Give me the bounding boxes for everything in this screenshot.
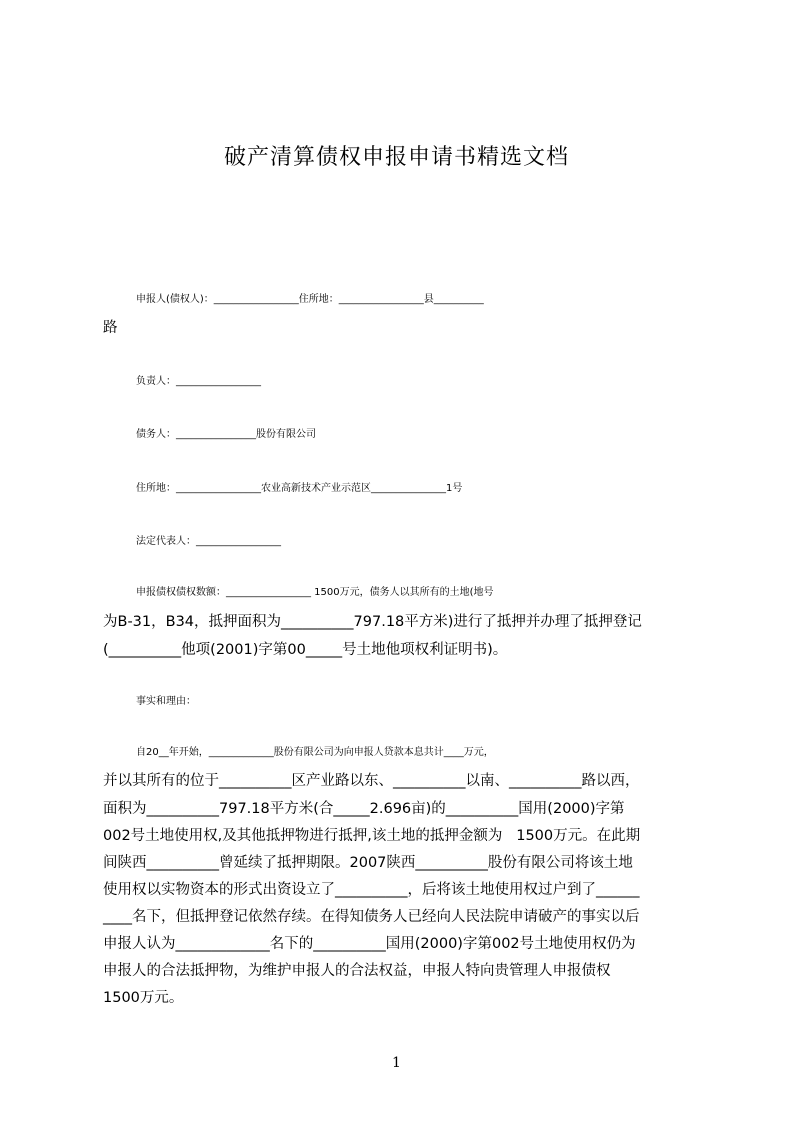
facts-line-1: 自20__年开始，_____________股份有限公司为向申报人贷款本息共计____万元，: [136, 747, 494, 758]
claim-amount-line-2: 为B-31，B34，抵押面积为__________797.18平方米)进行了抵押并办理了抵押登记: [103, 614, 642, 630]
facts-line-9: 申报人的合法抵押物，为维护申报人的合法权益，申报人特向贵管理人申报债权: [103, 963, 611, 979]
facts-line-4: 002号土地使用权,及其他抵押物进行抵押,该土地的抵押金额为 1500万元。在此期: [103, 828, 641, 844]
claim-amount-line-1: 申报债权债权数额：_________________ 1500万元，债务人以其所有的土地(地号: [136, 587, 494, 598]
facts-line-2: 并以其所有的位于__________区产业路以东、__________以南、__________路以西，: [103, 773, 640, 789]
legal-rep-line: 法定代表人：_________________: [136, 536, 281, 547]
facts-line-10: 1500万元。: [103, 990, 184, 1006]
facts-heading: 事实和理由：: [136, 696, 196, 707]
facts-line-7: ____名下，但抵押登记依然存续。在得知债务人已经向人民法院申请破产的事实以后: [103, 909, 640, 925]
responsible-person-line: 负责人：_________________: [136, 376, 261, 387]
facts-line-8: 申报人认为_____________名下的__________国用(2000)字第002号土地使用权仍为: [103, 936, 636, 952]
document-title: 破产清算债权申报申请书精选文档: [223, 145, 569, 170]
applicant-line-cont: 路: [103, 320, 118, 336]
facts-line-5: 间陕西__________曾延续了抵押期限。2007陕西__________股份有限公司将该土地: [103, 855, 633, 871]
debtor-address-line: 住所地：_________________农业高新技术产业示范区_______________1号: [136, 483, 463, 494]
debtor-line: 债务人：________________股份有限公司: [136, 429, 316, 440]
facts-line-6: 使用权以实物资本的形式出资设立了__________，后将该土地使用权过户到了______: [103, 882, 640, 898]
claim-amount-line-3: (__________他项(2001)字第00_____号土地他项权利证明书)。: [103, 642, 508, 658]
applicant-line: 申报人(债权人)：_________________住所地：_________________县__________: [136, 294, 484, 305]
page-number: 1: [392, 1055, 401, 1071]
facts-line-3: 面积为__________797.18平方米(合_____2.696亩)的__________国用(2000)字第: [103, 801, 625, 817]
